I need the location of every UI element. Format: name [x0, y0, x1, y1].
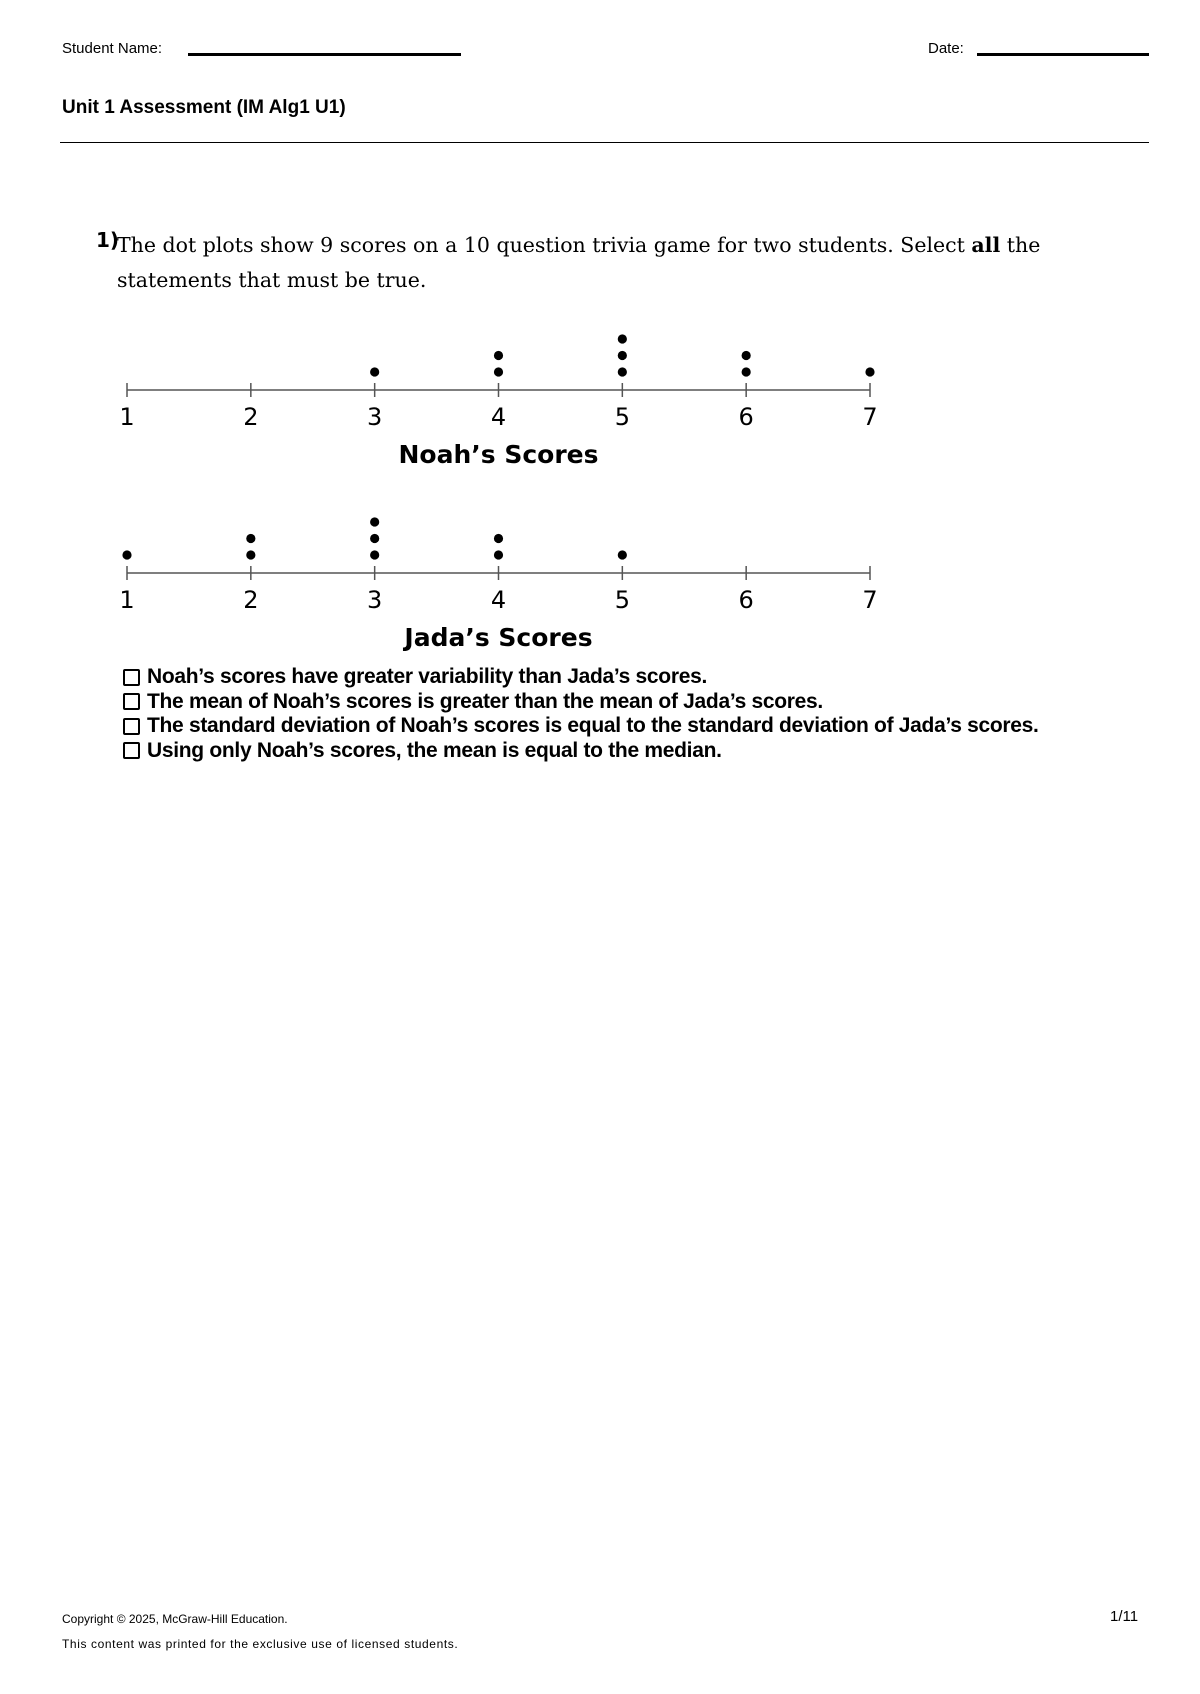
option-label: The mean of Noah’s scores is greater than the mean of Jada’s scores. — [147, 689, 823, 713]
date-label: Date: — [928, 40, 964, 57]
question-number: 1) — [96, 228, 120, 252]
tick-label: 2 — [243, 586, 259, 614]
dot-plots — [100, 320, 900, 660]
date-field[interactable] — [977, 53, 1149, 56]
tick-label: 6 — [738, 586, 754, 614]
tick-label: 6 — [738, 403, 754, 431]
data-dot — [494, 534, 503, 543]
checkbox-icon[interactable] — [123, 669, 140, 686]
data-dot — [246, 534, 255, 543]
student-name-field[interactable] — [188, 53, 461, 56]
question-prompt — [117, 228, 1127, 298]
option-2[interactable] — [123, 690, 1039, 715]
data-dot — [494, 550, 503, 559]
tick-label: 4 — [490, 403, 507, 431]
tick-label: 5 — [614, 586, 630, 614]
option-label: Noah’s scores have greater variability than Jada’s scores. — [147, 665, 707, 689]
question-text-start: The dot plots show 9 scores on a 10 question trivia game for two students. Select — [117, 233, 972, 257]
tick-label: 4 — [490, 586, 507, 614]
answer-options — [123, 665, 1039, 763]
student-name-label: Student Name: — [62, 40, 163, 57]
checkbox-icon[interactable] — [123, 693, 140, 710]
checkbox-icon[interactable] — [123, 742, 140, 759]
plot-title: Noah’s Scores — [398, 440, 599, 469]
plot-title: Jada’s Scores — [404, 623, 593, 652]
tick-label: 7 — [862, 586, 878, 614]
tick-label: 5 — [614, 403, 630, 431]
page-title: Unit 1 Assessment (IM Alg1 U1) — [62, 97, 346, 118]
data-dot — [618, 351, 627, 360]
data-dot — [618, 367, 627, 376]
option-label: Using only Noah’s scores, the mean is equal to the median. — [147, 738, 722, 762]
page-number: 1/11 — [1110, 1608, 1139, 1625]
license-note: This content was printed for the exclusive use of licensed students. — [62, 1637, 459, 1651]
data-dot — [494, 367, 503, 376]
data-dot — [246, 550, 255, 559]
option-1[interactable] — [123, 665, 1039, 690]
tick-label: 1 — [119, 403, 135, 431]
checkbox-icon[interactable] — [123, 718, 140, 735]
question-text-emphasis: all — [971, 233, 1001, 257]
data-dot — [122, 550, 131, 559]
data-dot — [742, 351, 751, 360]
tick-label: 3 — [367, 586, 383, 614]
data-dot — [370, 534, 379, 543]
tick-label: 3 — [367, 403, 383, 431]
data-dot — [370, 550, 379, 559]
option-3[interactable] — [123, 714, 1039, 739]
question-text-end: the statements that must be true. — [117, 233, 1041, 292]
data-dot — [618, 334, 627, 343]
tick-label: 7 — [862, 403, 878, 431]
data-dot — [742, 367, 751, 376]
data-dot — [494, 351, 503, 360]
option-4[interactable] — [123, 739, 1039, 764]
copyright: Copyright © 2025, McGraw-Hill Education. — [62, 1612, 288, 1626]
data-dot — [370, 517, 379, 526]
tick-label: 1 — [119, 586, 135, 614]
header-divider — [60, 142, 1149, 143]
data-dot — [865, 367, 874, 376]
data-dot — [618, 550, 627, 559]
option-label: The standard deviation of Noah’s scores is equal to the standard deviation of Jada’s scores. — [147, 714, 1039, 738]
data-dot — [370, 367, 379, 376]
tick-label: 2 — [243, 403, 259, 431]
